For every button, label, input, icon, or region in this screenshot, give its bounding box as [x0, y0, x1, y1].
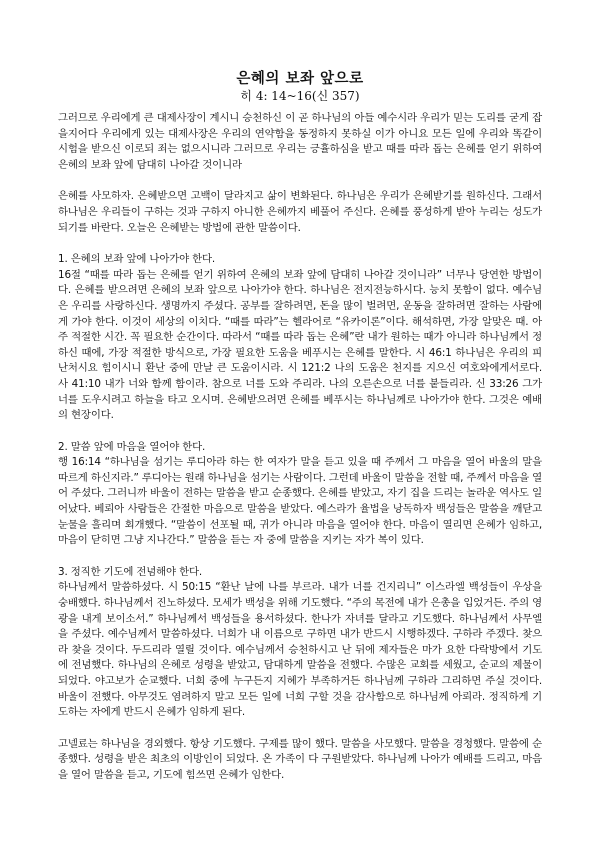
spacer — [58, 721, 542, 737]
spacer — [58, 424, 542, 440]
section-body-2: 행 16:14 “하나님을 섬기는 루디아라 하는 한 여자가 말을 듣고 있을 때 주께서 그 마음을 열어 바울의 말을 따르게 하신지라.” 루디아는 원래 하나님을 섬기는 사람이다. 그런데 바울이 말씀을 전할 때, 주께서 마음을 열어 주셨다. 그러니까 바울이 전하는 말씀을 받고 순종했다. 은혜를 받았고, 자기 집을 드리는 놀라운 역사도 일어났다. 베뢰아 사람들은 간절한 마음으로 말씀을 받았다. 예스라가 율법을 낭독하자 백성들은 말씀을 깨닫고 눈물을 흘리며 회개했다. “말씀이 선포될 때, 귀가 아니라 마음을 열어야 한다. 마음이 열리면 은혜가 임하고, 마음이 닫히면 그냥 지나간다.” 말씀을 듣는 자 중에 말씀을 지키는 자가 복이 있다. — [58, 456, 542, 547]
section-heading-2: 2. 말씀 앞에 마음을 열어야 한다. — [58, 440, 206, 453]
opening-paragraph: 은혜를 사모하자. 은혜받으면 고백이 달라지고 삶이 변화된다. 하나님은 우리가 은혜받기를 원하신다. 그래서 하나님은 우리들이 구하는 것과 구하지 아니한 은혜까지 베풀어 주신다. 은혜를 풍성하게 받아 누리는 성도가 되기를 바란다. 오늘은 은혜받는 방법에 관한 말씀이다. — [58, 190, 542, 234]
scripture-reference: 히 4: 14~16(신 357) — [240, 89, 360, 103]
section-body-3: 하나님께서 말씀하셨다. 시 50:15 “환난 날에 나를 부르라. 내가 너를 건지리니” 이스라엘 백성들이 우상을 숭배했다. 하나님께서 진노하셨다. 모세가 백성을 위해 기도했다. “주의 목전에 내가 은총을 입었거든. 주의 영광을 내게 보이소서.” 하나님께서 백성들을 용서하셨다. 한나가 자녀를 달라고 기도했다. 하나님께서 사무엘을 주셨다. 예수님께서 말씀하셨다. 너희가 내 이름으로 구하면 내가 반드시 시행하겠다. 구하라 주겠다. 찾으라 찾을 것이다. 두드리라 열릴 것이다. 예수님께서 승천하시고 난 뒤에 제자들은 마가 요한 다락방에서 기도에 전념했다. 하나님의 은혜로 성령을 받았고, 담대하게 말씀을 전했다. 수많은 교회를 세웠고, 순교의 제물이 되었다. 야고보가 순교했다. 너희 중에 누구든지 지혜가 부족하거든 하나님께 구하라 그리하면 주실 것이다. 바울이 전했다. 아무것도 염려하지 말고 모든 일에 너희 구할 것을 감사함으로 하나님께 아뢰라. 정직하게 기도하는 자에게 반드시 은혜가 임하게 된다. — [58, 581, 542, 719]
page-title: 은혜의 보좌 앞으로 — [236, 70, 364, 87]
section-body-1: 16절 “때를 따라 돕는 은혜를 얻기 위하여 은혜의 보좌 앞에 담대히 나아갈 것이니라” 너무나 당연한 방법이다. 은혜를 받으려면 은혜의 보좌 앞으로 나아가야 한다. 하나님은 전지전능하시다. 능치 못함이 없다. 예수님은 우리를 사랑하신다. 생명까지 주셨다. 공부를 잘하려면, 돈을 많이 벌려면, 운동을 잘하려면 잘하는 사람에게 가야 한다. 이것이 세상의 이치다. “때를 따라”는 헬라어로 “유카이론”이다. 해석하면, 가장 알맞은 때. 아주 적절한 시간. 꼭 필요한 순간이다. 따라서 “때를 따라 돕는 은혜”란 내가 원하는 때가 아니라 하나님께서 정하신 때에, 가장 적절한 방식으로, 가장 필요한 도움을 베푸시는 은혜를 말한다. 시 46:1 하나님은 우리의 피난처시요 힘이시니 환난 중에 만날 큰 도움이시라. 시 121:2 나의 도움은 천지를 지으신 여호와에게서로다. 사 41:10 내가 너와 함께 함이라. 참으로 너를 도와 주리라. 나의 오른손으로 너를 붙들리라. 신 33:26 그가 너를 도우시려고 하늘을 타고 오시며. 은혜받으려면 은혜를 베푸시는 하나님께로 나아가야 한다. 그것은 예배의 현장이다. — [58, 268, 542, 422]
section-heading-1: 1. 은혜의 보좌 앞에 나아가야 한다. — [58, 253, 216, 266]
spacer — [58, 173, 542, 189]
section-heading-3: 3. 정직한 기도에 전념해야 한다. — [58, 565, 203, 578]
closing-paragraph: 고넬료는 하나님을 경외했다. 항상 기도했다. 구제를 많이 했다. 말씀을 사모했다. 말씀을 경청했다. 말씀에 순종했다. 성령을 받은 최초의 이방인이 되었다. 온 가족이 다 구원받았다. 하나님께 나아가 예배를 드리고, 마음을 열어 말씀을 듣고, 기도에 힘쓰면 은혜가 임한다. — [58, 737, 542, 781]
spacer — [58, 236, 542, 252]
spacer — [58, 549, 542, 565]
intro-scripture-paragraph: 그러므로 우리에게 큰 대제사장이 계시니 승천하신 이 곧 하나님의 아들 예수시라 우리가 믿는 도리를 굳게 잡을지어다 우리에게 있는 대제사장은 우리의 연약함을 동정하지 못하실 이가 아니요 모든 일에 우리와 똑같이 시험을 받으신 이로되 죄는 없으시니라 그러므로 우리는 긍휼하심을 받고 때를 따라 돕는 은혜를 얻기 위하여 은혜의 보좌 앞에 담대히 나아갈 것이니라 — [58, 112, 542, 171]
